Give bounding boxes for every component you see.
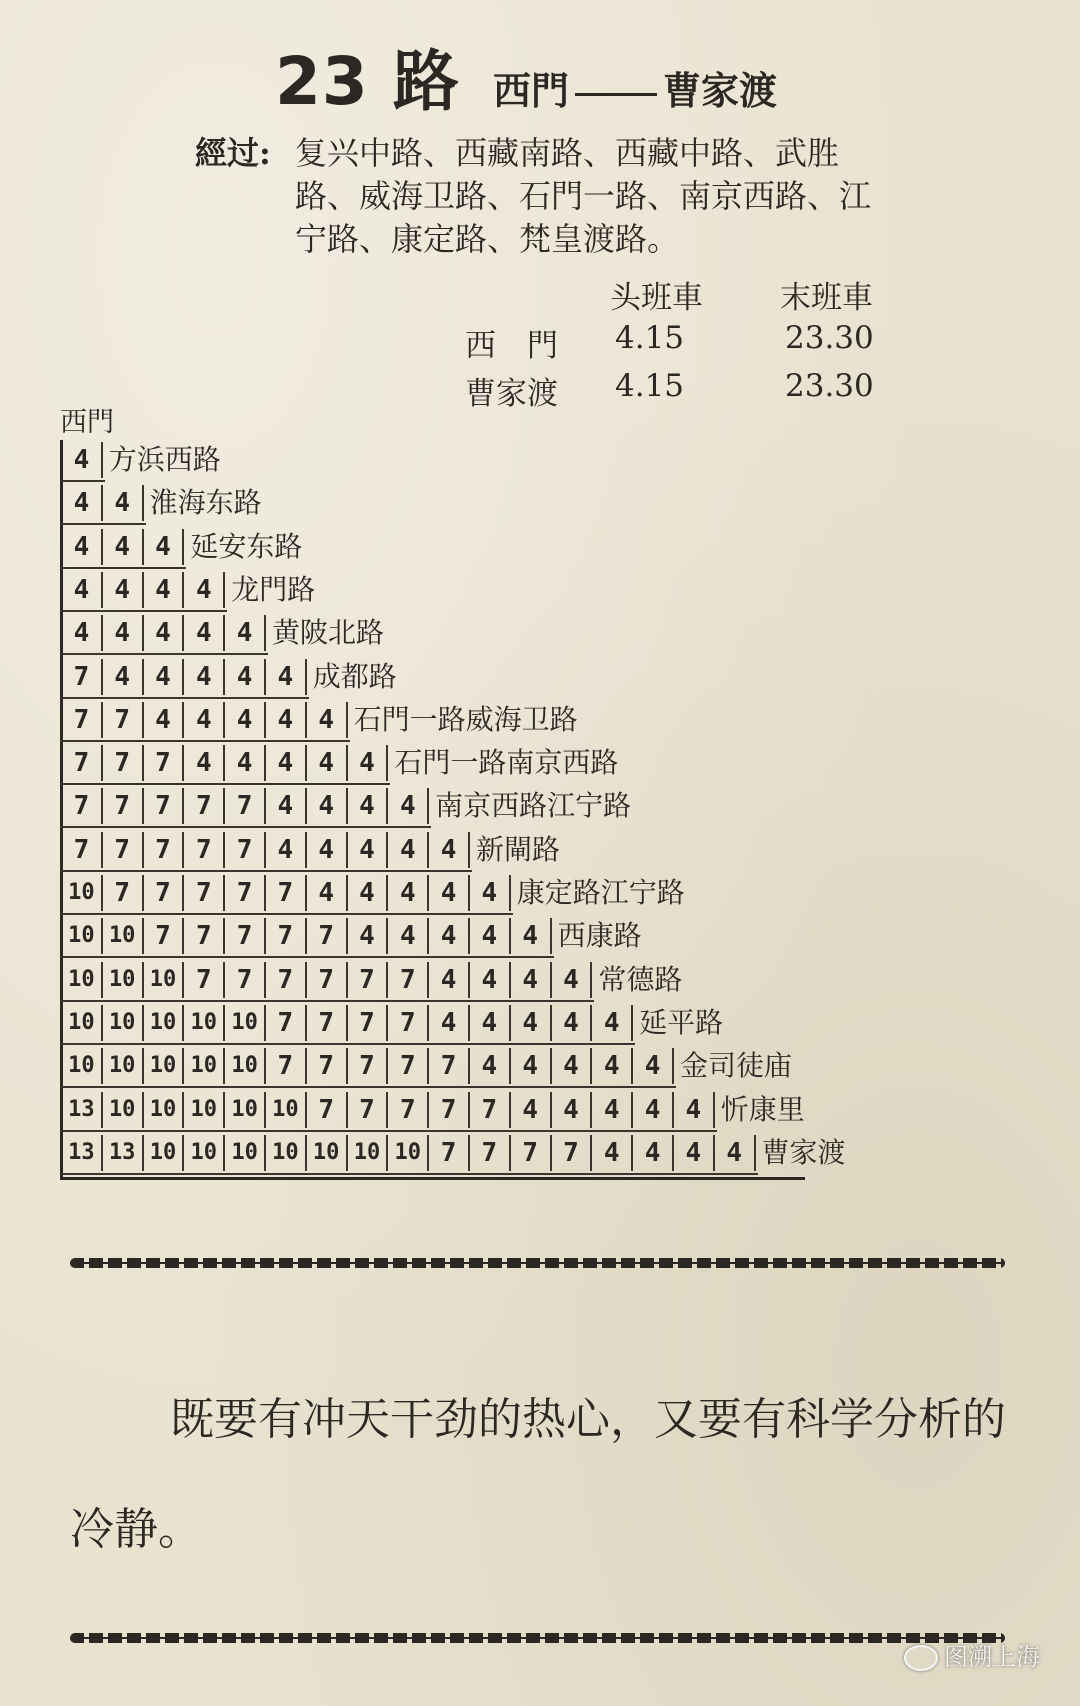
- fare-stop-name: 康定路江宁路: [516, 876, 685, 909]
- fare-cell: 10: [184, 1092, 225, 1128]
- fare-row-rule: [60, 783, 390, 785]
- fare-cell: 7: [388, 1005, 429, 1041]
- fare-stop-name: 延安东路: [190, 529, 303, 563]
- fare-row: [62, 918, 642, 958]
- fare-cell: 10: [184, 1005, 225, 1041]
- fare-row: [62, 615, 384, 655]
- fare-cell: 4: [429, 962, 470, 998]
- fare-cell: 4: [348, 788, 389, 824]
- fare-cell: 4: [307, 832, 348, 868]
- fare-cell: 4: [62, 615, 103, 651]
- fare-cell: 7: [348, 1005, 389, 1041]
- fare-cell: 4: [715, 1135, 756, 1171]
- fare-cell: 4: [348, 875, 389, 911]
- fare-cell: 4: [103, 659, 144, 695]
- fare-cell: 10: [225, 1092, 266, 1128]
- fare-row: [62, 1048, 792, 1088]
- fare-cell: 7: [266, 918, 307, 954]
- fare-cell: 7: [103, 875, 144, 911]
- route-number: 23 路: [275, 43, 460, 120]
- fare-cell: 4: [144, 529, 185, 565]
- fare-cell: 7: [225, 918, 266, 954]
- fare-cell: 4: [511, 1048, 552, 1084]
- fare-row: [62, 745, 618, 785]
- fare-cell: 7: [307, 918, 348, 954]
- fare-cell: 10: [307, 1135, 348, 1171]
- fare-cell: 7: [103, 832, 144, 868]
- fare-cell: 4: [592, 1048, 633, 1084]
- fare-cell: 4: [307, 745, 348, 781]
- fare-cell: 4: [266, 702, 307, 738]
- fare-cell: 10: [103, 1048, 144, 1084]
- fare-cell: 7: [470, 1135, 511, 1171]
- fare-cell: 7: [348, 1048, 389, 1084]
- schedule-last: 23.30: [785, 368, 874, 404]
- fare-cell: 4: [429, 875, 470, 911]
- fare-cell: 4: [103, 485, 144, 521]
- fare-cell: 10: [266, 1135, 307, 1171]
- fare-row: [62, 702, 578, 742]
- fare-row: [62, 1005, 723, 1045]
- fare-row-rule: [60, 697, 309, 699]
- schedule-first: 4.15: [615, 368, 685, 404]
- fare-cell: 7: [184, 788, 225, 824]
- fare-row-rule: [60, 1086, 676, 1088]
- schedule-stop: 西 門: [465, 328, 558, 364]
- fare-stop-name: 石門一路威海卫路: [353, 702, 578, 736]
- fare-cell: 7: [225, 832, 266, 868]
- last-bus-header: 末班車: [780, 280, 873, 316]
- fare-row-rule: [60, 653, 268, 655]
- fare-cell: 7: [103, 702, 144, 738]
- fare-cell: 4: [470, 962, 511, 998]
- route-title: [275, 28, 777, 118]
- slogan: 既要有冲天干劲的热心，又要有科学分析的冷静。: [70, 1394, 1006, 1555]
- fare-cell: 7: [62, 659, 103, 695]
- fare-cell: 4: [103, 615, 144, 651]
- fare-stop-name: 方浜西路: [108, 443, 221, 476]
- schedule-stop: 曹家渡: [465, 376, 558, 412]
- fare-cell: 7: [307, 1092, 348, 1128]
- fare-cell: 4: [592, 1092, 633, 1128]
- fare-stop-name: 金司徒庙: [679, 1049, 792, 1083]
- fare-cell: 7: [307, 962, 348, 998]
- schedule-last: 23.30: [785, 320, 874, 356]
- fare-cell: 7: [388, 1092, 429, 1128]
- fare-cell: 4: [144, 702, 185, 738]
- fare-cell: 7: [225, 875, 266, 911]
- fare-cell: 4: [592, 1135, 633, 1171]
- fare-row-rule: [60, 1000, 594, 1002]
- fare-cell: 7: [348, 962, 389, 998]
- fare-cell: 4: [225, 659, 266, 695]
- fare-cell: 4: [633, 1048, 674, 1084]
- route-from: 西門: [492, 68, 569, 113]
- fare-cell: 7: [266, 1048, 307, 1084]
- fare-cell: 7: [144, 788, 185, 824]
- fare-origin: 西門: [60, 407, 114, 438]
- fare-stop-name: 曹家渡: [761, 1135, 846, 1169]
- fare-cell: 4: [552, 1048, 593, 1084]
- fare-cell: 10: [103, 1092, 144, 1128]
- fare-cell: 4: [184, 615, 225, 651]
- fare-cell: 10: [266, 1092, 307, 1128]
- fare-cell: 10: [348, 1135, 389, 1171]
- fare-cell: 10: [144, 1092, 185, 1128]
- fare-cell: 7: [266, 962, 307, 998]
- via-streets: 复兴中路、西藏南路、西藏中路、武胜路、威海卫路、石門一路、南京西路、江宁路、康定路、梵皇渡路。: [295, 134, 872, 258]
- fare-cell: 4: [348, 745, 389, 781]
- fare-cell: 4: [144, 659, 185, 695]
- fare-cell: 7: [62, 702, 103, 738]
- fare-cell: 10: [62, 1005, 103, 1041]
- fare-cell: 7: [429, 1135, 470, 1171]
- fare-row-rule: [60, 610, 227, 612]
- fare-cell: 4: [511, 1005, 552, 1041]
- fare-stop-name: 淮海东路: [149, 486, 262, 520]
- fare-cell: 4: [184, 572, 225, 608]
- fare-cell: 4: [388, 918, 429, 954]
- fare-cell: 4: [225, 702, 266, 738]
- fare-stop-name: 南京西路江宁路: [435, 789, 632, 823]
- fare-cell: 10: [103, 1005, 144, 1041]
- fare-cell: 4: [307, 702, 348, 738]
- fare-cell: 7: [62, 745, 103, 781]
- fare-cell: 4: [225, 745, 266, 781]
- fare-row: [62, 962, 682, 1002]
- fare-cell: 7: [470, 1092, 511, 1128]
- fare-row-rule: [60, 826, 431, 828]
- fare-cell: 4: [429, 1005, 470, 1041]
- fare-cell: 7: [184, 918, 225, 954]
- fare-cell: 7: [388, 962, 429, 998]
- fare-cell: 4: [388, 832, 429, 868]
- fare-cell: 4: [633, 1135, 674, 1171]
- fare-cell: 10: [144, 1005, 185, 1041]
- watermark: [904, 1637, 1040, 1672]
- fare-row: [62, 875, 685, 915]
- fare-stop-name: 西康路: [557, 919, 642, 953]
- fare-cell: 4: [674, 1092, 715, 1128]
- fare-cell: 4: [552, 1092, 593, 1128]
- fare-row-rule: [60, 1043, 635, 1045]
- fare-cell: 10: [144, 1135, 185, 1171]
- fare-cell: 7: [184, 832, 225, 868]
- fare-cell: 7: [184, 962, 225, 998]
- fare-cell: 10: [184, 1135, 225, 1171]
- fare-cell: 10: [144, 1048, 185, 1084]
- fare-cell: 4: [388, 875, 429, 911]
- fare-row-rule: [60, 870, 472, 872]
- fare-cell: 7: [184, 875, 225, 911]
- fare-cell: 7: [62, 832, 103, 868]
- fare-cell: 4: [633, 1092, 674, 1128]
- fare-cell: 7: [144, 918, 185, 954]
- fare-cell: 4: [266, 659, 307, 695]
- fare-cell: 7: [103, 788, 144, 824]
- ornament-divider: [70, 1633, 1005, 1643]
- fare-cell: 7: [307, 1005, 348, 1041]
- fare-stop-name: 延平路: [639, 1005, 724, 1039]
- fare-stop-name: 忻康里: [720, 1092, 805, 1126]
- fare-row: [62, 1092, 805, 1132]
- fare-cell: 10: [225, 1005, 266, 1041]
- fare-row-rule: [60, 740, 350, 742]
- first-bus-header: 头班車: [610, 280, 703, 316]
- fare-cell: 13: [62, 1092, 103, 1128]
- fare-cell: 4: [62, 442, 103, 478]
- fare-stop-name: 成都路: [312, 659, 397, 693]
- fare-row: [62, 572, 315, 612]
- fare-cell: 10: [103, 918, 144, 954]
- fare-row-rule: [60, 523, 146, 525]
- fare-cell: 4: [144, 572, 185, 608]
- fare-cell: 13: [62, 1135, 103, 1171]
- fare-cell: 4: [307, 788, 348, 824]
- fare-cell: 4: [470, 875, 511, 911]
- fare-cell: 4: [429, 918, 470, 954]
- fare-stop-name: 石門一路南京西路: [394, 746, 619, 780]
- fare-cell: 4: [103, 529, 144, 565]
- fare-cell: 7: [266, 1005, 307, 1041]
- fare-cell: 7: [144, 832, 185, 868]
- fare-cell: 10: [184, 1048, 225, 1084]
- fare-row-rule: [60, 567, 186, 569]
- fare-cell: 7: [144, 875, 185, 911]
- fare-cell: 7: [511, 1135, 552, 1171]
- route-to: 曹家渡: [662, 68, 777, 113]
- fare-cell: 4: [470, 1005, 511, 1041]
- fare-cell: 7: [144, 745, 185, 781]
- fare-row-rule: [60, 480, 105, 482]
- fare-row: [62, 832, 560, 872]
- fare-cell: 10: [225, 1048, 266, 1084]
- fare-stop-name: 龙門路: [231, 572, 316, 606]
- fare-cell: 10: [388, 1135, 429, 1171]
- fare-cell: 4: [266, 745, 307, 781]
- fare-row-rule: [60, 956, 554, 958]
- fare-cell: 4: [552, 962, 593, 998]
- fare-cell: 4: [470, 918, 511, 954]
- fare-cell: 7: [225, 788, 266, 824]
- fare-cell: 4: [184, 745, 225, 781]
- fare-cell: 4: [62, 485, 103, 521]
- fare-cell: 13: [103, 1135, 144, 1171]
- fare-cell: 7: [225, 962, 266, 998]
- fare-cell: 4: [429, 832, 470, 868]
- watermark-text: 图溯上海: [944, 1643, 1040, 1671]
- fare-stop-name: 新閘路: [475, 832, 560, 866]
- fare-cell: 7: [429, 1092, 470, 1128]
- fare-cell: 7: [103, 745, 144, 781]
- fare-row-rule: [60, 1130, 717, 1132]
- fare-stop-name: 常德路: [598, 962, 683, 996]
- fare-cell: 4: [225, 615, 266, 651]
- fare-cell: 7: [62, 788, 103, 824]
- fare-row: [62, 529, 302, 569]
- fare-cell: 4: [184, 659, 225, 695]
- fare-cell: 4: [511, 1092, 552, 1128]
- fare-row: [62, 442, 221, 482]
- route-endpoints: [493, 60, 777, 115]
- fare-cell: 7: [266, 875, 307, 911]
- fare-table: [60, 400, 960, 1190]
- fare-cell: 4: [552, 1005, 593, 1041]
- fare-cell: 7: [429, 1048, 470, 1084]
- fare-cell: 10: [144, 962, 185, 998]
- fare-cell: 4: [307, 875, 348, 911]
- schedule-first: 4.15: [615, 320, 685, 356]
- fare-cell: 7: [348, 1092, 389, 1128]
- fare-cell: 10: [62, 962, 103, 998]
- fare-cell: 4: [470, 1048, 511, 1084]
- fare-cell: 4: [144, 615, 185, 651]
- fare-row-rule: [60, 1173, 758, 1175]
- fare-stop-name: 黄陂北路: [271, 616, 384, 650]
- fare-cell: 4: [348, 832, 389, 868]
- fare-cell: 4: [266, 832, 307, 868]
- fare-cell: 4: [592, 1005, 633, 1041]
- fare-cell: 7: [552, 1135, 593, 1171]
- ornament-divider: [70, 1258, 1005, 1268]
- fare-cell: 4: [511, 918, 552, 954]
- wechat-icon: [904, 1645, 938, 1671]
- fare-cell: 7: [388, 1048, 429, 1084]
- fare-row: [62, 1135, 846, 1175]
- via-label: 經过:: [195, 134, 271, 172]
- fare-cell: 4: [674, 1135, 715, 1171]
- fare-cell: 4: [348, 918, 389, 954]
- fare-cell: 4: [103, 572, 144, 608]
- fare-cell: 4: [62, 572, 103, 608]
- route-dash: [575, 93, 657, 96]
- fare-cell: 10: [62, 1048, 103, 1084]
- fare-cell: 10: [62, 875, 103, 911]
- fare-cell: 4: [266, 788, 307, 824]
- fare-cell: 4: [388, 788, 429, 824]
- fare-cell: 10: [225, 1135, 266, 1171]
- fare-cell: 10: [62, 918, 103, 954]
- fare-cell: 4: [511, 962, 552, 998]
- fare-row: [62, 788, 631, 828]
- fare-cell: 10: [103, 962, 144, 998]
- fare-cell: 7: [307, 1048, 348, 1084]
- fare-row: [62, 485, 262, 525]
- fare-cell: 4: [62, 529, 103, 565]
- fare-cell: 4: [184, 702, 225, 738]
- fare-row: [62, 659, 397, 699]
- fare-row-rule: [60, 913, 513, 915]
